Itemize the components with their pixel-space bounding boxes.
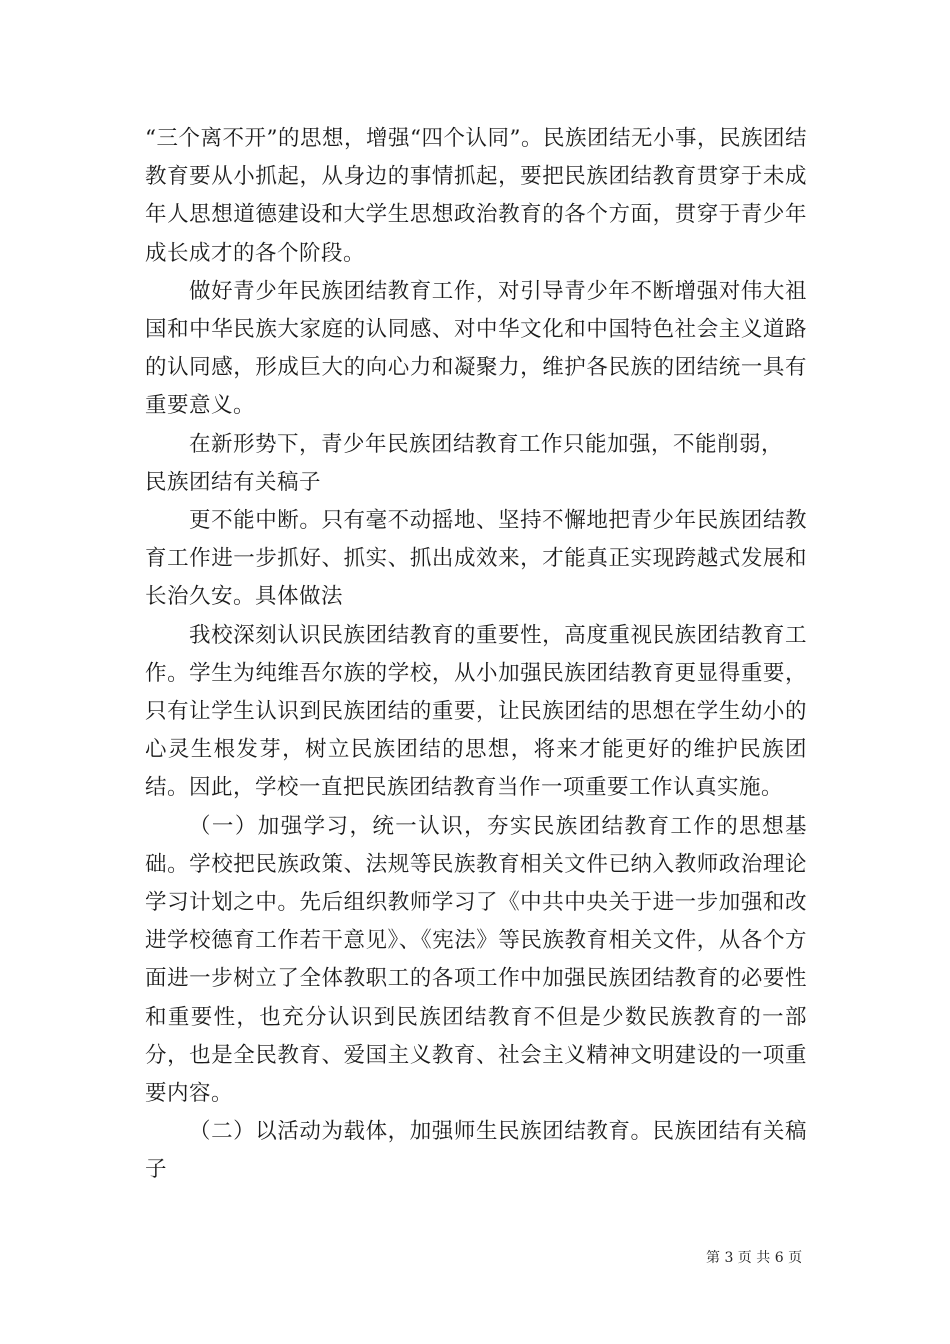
paragraph: 我校深刻认识民族团结教育的重要性，高度重视民族团结教育工作。学生为纯维吾尔族的学校，从小加强民族团结教育更显得重要，只有让学生认识到民族团结的重要，让民族团结的思想在学生幼小的心灵生根发芽，树立民族团结的思想，将来才能更好的维护民族团结。因此，学校一直把民族团结教育当作一项重要工作认真实施。 [145,622,807,801]
paragraph: 做好青少年民族团结教育工作，对引导青少年不断增强对伟大祖国和中华民族大家庭的认同感、对中华文化和中国特色社会主义道路的认同感，形成巨大的向心力和凝聚力，维护各民族的团结统一具有重要意义。 [145,278,807,419]
paragraph: 在新形势下，青少年民族团结教育工作只能加强，不能削弱， [189,431,784,457]
paragraph: 民族团结有关稿子 [145,469,322,495]
page-number: 第 3 页 共 6 页 [706,1250,803,1266]
paragraph: （一）加强学习，统一认识，夯实民族团结教育工作的思想基础。学校把民族政策、法规等民族教育相关文件已纳入教师政治理论学习计划之中。先后组织教师学习了《中共中央关于进一步加强和改进学校德育工作若干意见》、《宪法》等民族教育相关文件，从各个方面进一步树立了全体教职工的各项工作中加强民族团结教育的必要性和重要性，也充分认识到民族团结教育不但是少数民族教育的一部分，也是全民教育、爱国主义教育、社会主义精神文明建设的一项重要内容。 [145,813,807,1107]
paragraph: 更不能中断。只有毫不动摇地、坚持不懈地把青少年民族团结教育工作进一步抓好、抓实、抓出成效来，才能真正实现跨越式发展和长治久安。具体做法 [145,508,807,610]
document-body [145,120,807,1190]
paragraph: （二）以活动为载体，加强师生民族团结教育。民族团结有关稿子 [145,1119,807,1183]
paragraph: “三个离不开”的思想，增强“四个认同”。民族团结无小事，民族团结教育要从小抓起，从身边的事情抓起，要把民族团结教育贯穿于未成年人思想道德建设和大学生思想政治教育的各个方面，贯穿于青少年成长成才的各个阶段。 [145,126,807,266]
